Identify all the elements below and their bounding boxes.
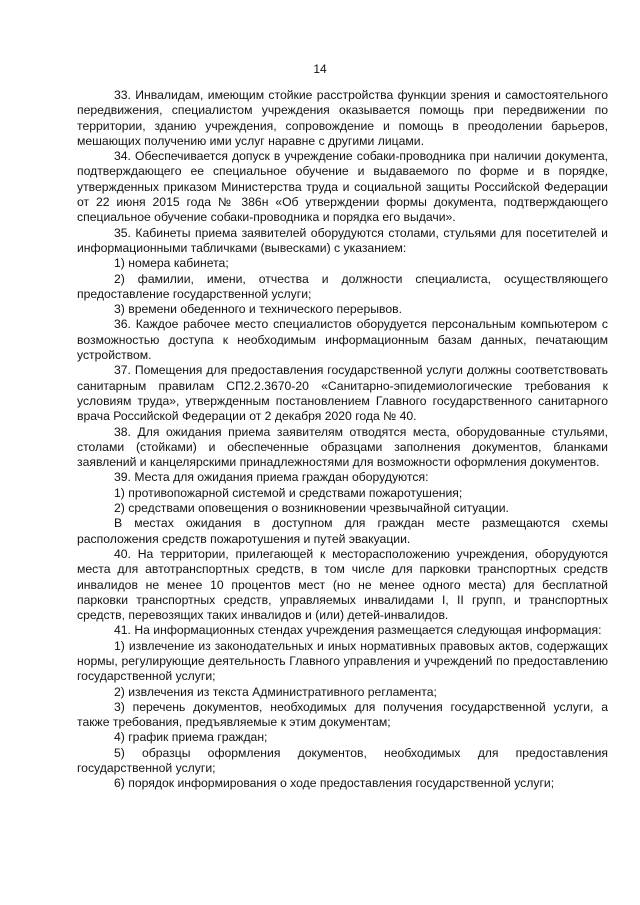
- list-item: 1) номера кабинета;: [114, 256, 229, 271]
- list-item: 4) график приема граждан;: [114, 730, 268, 745]
- list-item: 6) порядок информирования о ходе предоставления государственной услуги;: [114, 776, 555, 791]
- list-item: 3) времени обеденного и технического перерывов.: [114, 302, 402, 317]
- paragraph-34: 34. Обеспечивается допуск в учреждение собаки-проводника при наличии документа, подтверждающего ее специальное обучение и выдаваемого по форме и в порядке, утвержденных приказом Министерства труда и социальной защиты Российской Федерации от 22 июня 2015 года № 386н «Об утверждении формы документа, подтверждающего специальное обучение собаки-проводника и порядка его выдачи».: [77, 149, 608, 225]
- page-number: 14: [313, 62, 327, 76]
- list-item: 1) извлечение из законодательных и иных нормативных правовых актов, содержащих нормы, регулирующие деятельность Главного управления и учреждений по предоставлению государственной услуги;: [77, 638, 608, 684]
- paragraph-evacuation: В местах ожидания в доступном для граждан месте размещаются схемы расположения средств пожаротушения и путей эвакуации.: [77, 516, 608, 546]
- list-item: 3) перечень документов, необходимых для получения государственной услуги, а также требования, предъявляемые к этим документам;: [77, 699, 608, 730]
- document-body: [77, 88, 608, 792]
- paragraph-41: 41. На информационных стендах учреждения размещается следующая информация:: [114, 623, 602, 638]
- list-item: 2) фамилии, имени, отчества и должности специалиста, осуществляющего предоставление государственной услуги;: [77, 271, 608, 301]
- list-item: 2) средствами оповещения о возникновении чрезвычайной ситуации.: [114, 501, 509, 516]
- paragraph-33: 33. Инвалидам, имеющим стойкие расстройства функции зрения и самостоятельного передвижения, специалистом учреждения оказывается помощь при передвижении по территории, зданию учреждения, сопровождение и помощь в преодолении барьеров, мешающих получению ими услуг наравне с другими лицами.: [77, 88, 608, 148]
- paragraph-36: 36. Каждое рабочее место специалистов оборудуется персональным компьютером с возможностью доступа к необходимым информационным базам данных, печатающим устройством.: [77, 317, 608, 363]
- paragraph-37: 37. Помещения для предоставления государственной услуги должны соответствовать санитарным правилам СП2.2.3670-20 «Санитарно-эпидемиологические требования к условиям труда», утвержденным постановлением Главного государственного санитарного врача Российской Федерации от 2 декабря 2020 года № 40.: [77, 363, 608, 424]
- list-item: 1) противопожарной системой и средствами пожаротушения;: [114, 485, 463, 500]
- paragraph-35: 35. Кабинеты приема заявителей оборудуются столами, стульями для посетителей и информационными табличками (вывесками) с указанием:: [77, 225, 608, 255]
- list-item: 2) извлечения из текста Административного регламента;: [114, 684, 437, 699]
- paragraph-40: 40. На территории, прилегающей к месторасположению учреждения, оборудуются места для автотранспортных средств, в том числе для парковки транспортных средств инвалидов не менее 10 процентов мест (но не менее одного места) для бесплатной парковки транспортных средств, управляемых инвалидами I, II групп, и транспортных средств, перевозящих таких инвалидов и (или) детей-инвалидов.: [77, 546, 608, 623]
- paragraph-39: 39. Места для ожидания приема граждан оборудуются:: [114, 470, 429, 485]
- paragraph-38: 38. Для ожидания приема заявителям отводятся места, оборудованные стульями, столами (стойками) и обеспеченные образцами заполнения документов, бланками заявлений и канцелярскими принадлежностями для возможности оформления документов.: [77, 424, 608, 470]
- list-item: 5) образцы оформления документов, необходимых для предоставления государственной услуги;: [77, 745, 608, 776]
